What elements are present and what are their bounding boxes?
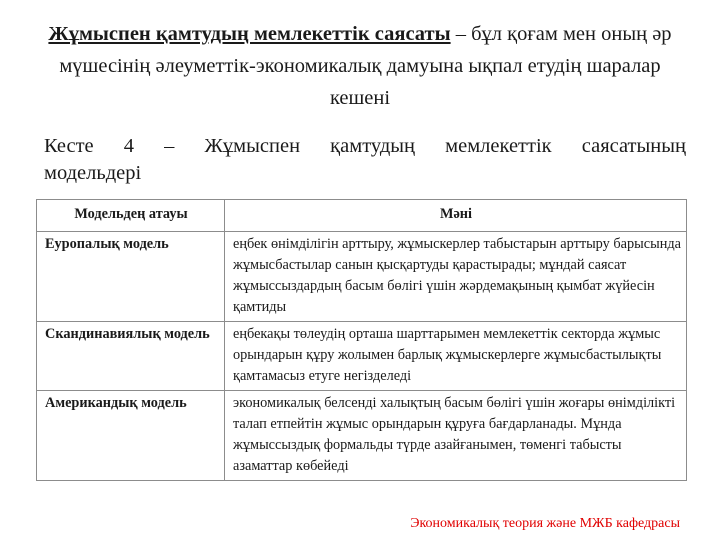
- table-row: [37, 322, 687, 391]
- table-row: [37, 232, 687, 322]
- model-name-cell: Еуропалық модель: [37, 232, 225, 322]
- caption-line-2: модельдері: [44, 162, 142, 184]
- model-name-cell: Скандинавиялық модель: [37, 322, 225, 391]
- caption-line-1: Кесте 4 – Жұмыспен қамтудың мемлекеттік саясатының: [44, 135, 686, 157]
- table-row: [37, 391, 687, 481]
- header-model-name: Модельдең атауы: [37, 200, 225, 232]
- table-header-row: [37, 200, 687, 232]
- table-caption: [44, 133, 686, 187]
- department-footer: Экономикалық теория және МЖБ кафедрасы: [410, 516, 680, 531]
- header-meaning: Мәні: [225, 200, 687, 232]
- model-description-cell: еңбекақы төлеудің орташа шарттарымен мемлекеттік секторда жұмыс орындарын құру жолымен барлық жұмыскерлерге жұмысбастылықты қамтамасыз етуге негізделеді: [225, 322, 687, 391]
- model-description-cell: еңбек өнімділігін арттыру, жұмыскерлер табыстарын арттыру барысында жұмысбастылар санын қысқартуды қарастырады; мұндай саясат жұмыссыздардың басым бөлігі үшін жәрдемақының қымбат жүйесін қамтиды: [225, 232, 687, 322]
- model-name-cell: Американдық модель: [37, 391, 225, 481]
- heading-term: Жұмыспен қамтудың мемлекеттік саясаты: [48, 23, 451, 45]
- models-table: [36, 199, 687, 481]
- model-description-cell: экономикалық белсенді халықтың басым бөлігі үшін жоғары өнімділікті талап етпейтін жұмыс орындарын құруға бағдарланады. Мұнда жұмыссыздық формальды түрде азайғанымен, төменгі табысты азаматтар көбейеді: [225, 391, 687, 481]
- heading-definition: – бұл қоғам мен оның әр мүшесінің әлеуметтік-экономикалық дамуына ықпал етудің шаралар кешені: [59, 23, 672, 109]
- slide-heading: [30, 18, 690, 114]
